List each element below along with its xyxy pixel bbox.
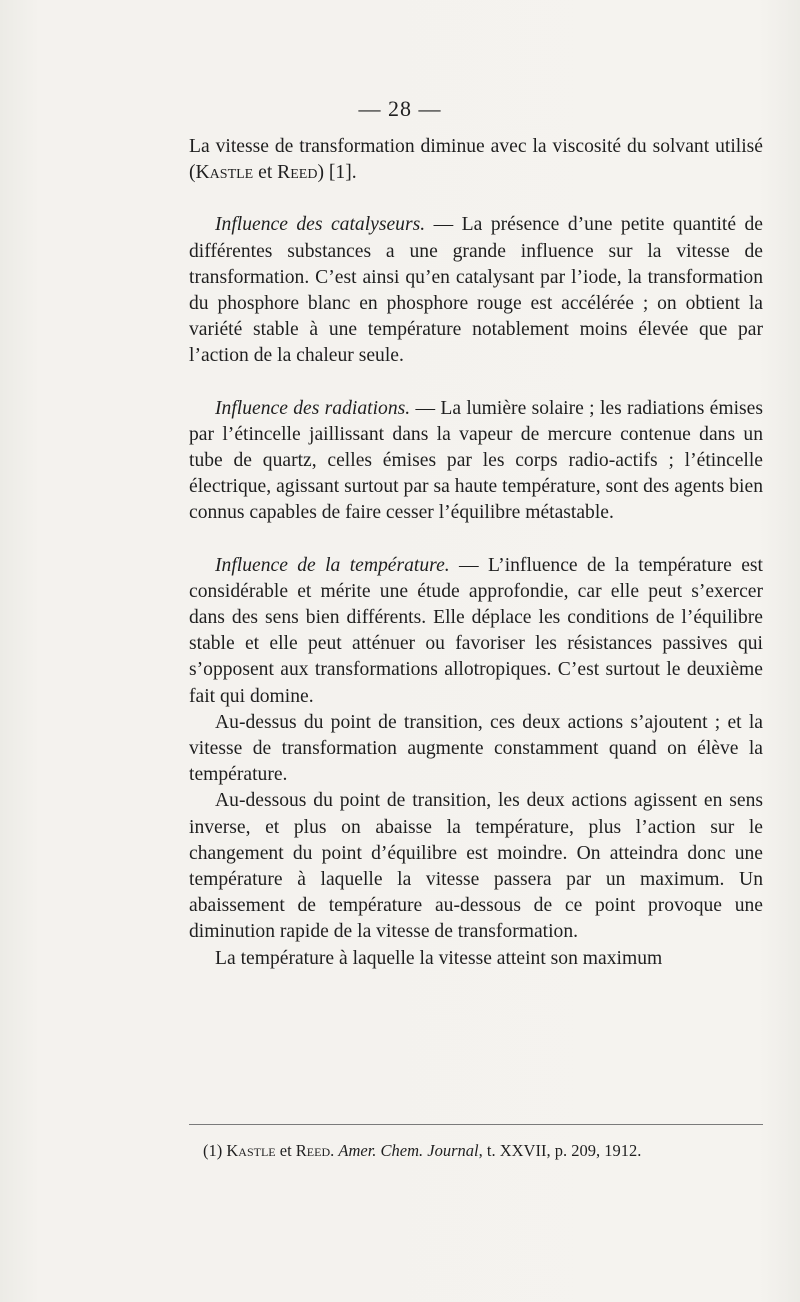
paragraph-temperature-text: — L’influence de la température est considérable et mérite une étude approfondie, car elle peut s’exercer dans des sens bien différents. Elle déplace les conditions de l’équilibre stable et elle peut atténuer ou favoriser les résistances passives qui s’opposent aux transformations allotropiques. C’est surtout le deuxième fait qui domine. [189, 554, 764, 707]
heading-catalyseurs: Influence des catalyseurs. [215, 214, 426, 236]
paragraph-maximum: La température à laquelle la vitesse atteint son maximum [215, 947, 663, 969]
footnote-details: , t. XXVII, p. 209, 1912. [478, 1141, 642, 1160]
footnote-author-kastle: Kastle [226, 1141, 276, 1160]
paragraph-below-transition: Au-dessous du point de transition, les deux actions agissent en sens inverse, et plus on abaisse la température, plus l’action sur le changement du point d’équilibre est moindre. On atteindra donc une température à laquelle la vitesse passera par un maximum. Un abaissement de température au-dessous de ce point provoque une diminution rapide de la vitesse de transformation. [189, 790, 763, 943]
footnote-author-reed: Reed [295, 1141, 331, 1160]
paragraph-viscosity-text: La vitesse de transformation diminue avec la viscosité du solvant utilisé ( [189, 136, 763, 184]
heading-temperature: Influence de la température. [215, 554, 450, 576]
footnote-marker: (1) [203, 1141, 227, 1160]
body-text [189, 134, 763, 972]
citation-ref: ) [1]. [317, 162, 357, 184]
paragraph-above-transition: Au-dessus du point de transition, ces deux actions s’ajoutent ; et la vitesse de transformation augmente constamment quand on élève la température. [189, 711, 763, 786]
paragraph-catalyseurs [189, 212, 763, 369]
paragraph-radiations-text: — La lumière solaire ; les radiations émises par l’étincelle jaillissant dans la vapeur de mercure contenue dans un tube de quartz, celles émises par les corps radio-actifs ; l’étincelle électrique, agissant surtout par sa haute température, sont des agents bien connus capables de faire cesser l’équilibre métastable. [189, 397, 763, 524]
citation-author-reed: Reed [277, 162, 318, 184]
footnote [203, 1141, 763, 1161]
citation-author-kastle: Kastle [195, 162, 254, 184]
footnote-journal: Amer. Chem. Journal [338, 1141, 479, 1160]
paragraph-catalyseurs-text: — La présence d’une petite quantité de différentes substances a une grande influence sur la vitesse de transformation. C’est ainsi qu’en catalysant par l’iode, la transformation du phosphore blanc en phosphore rouge est accélérée ; on obtient la variété stable à une température notablement moins élevée que par l’action de la chaleur seule. [189, 214, 764, 367]
paragraph-viscosity [189, 134, 763, 186]
page-number: — 28 — [358, 96, 442, 121]
heading-radiations: Influence des radiations. [215, 397, 411, 419]
paragraph-temperature [189, 553, 763, 710]
footnote-separator: . [330, 1141, 339, 1160]
footnote-and: et [275, 1141, 296, 1160]
footnote-divider [189, 1124, 763, 1125]
paragraph-radiations [189, 396, 763, 527]
citation-and: et [253, 162, 278, 184]
